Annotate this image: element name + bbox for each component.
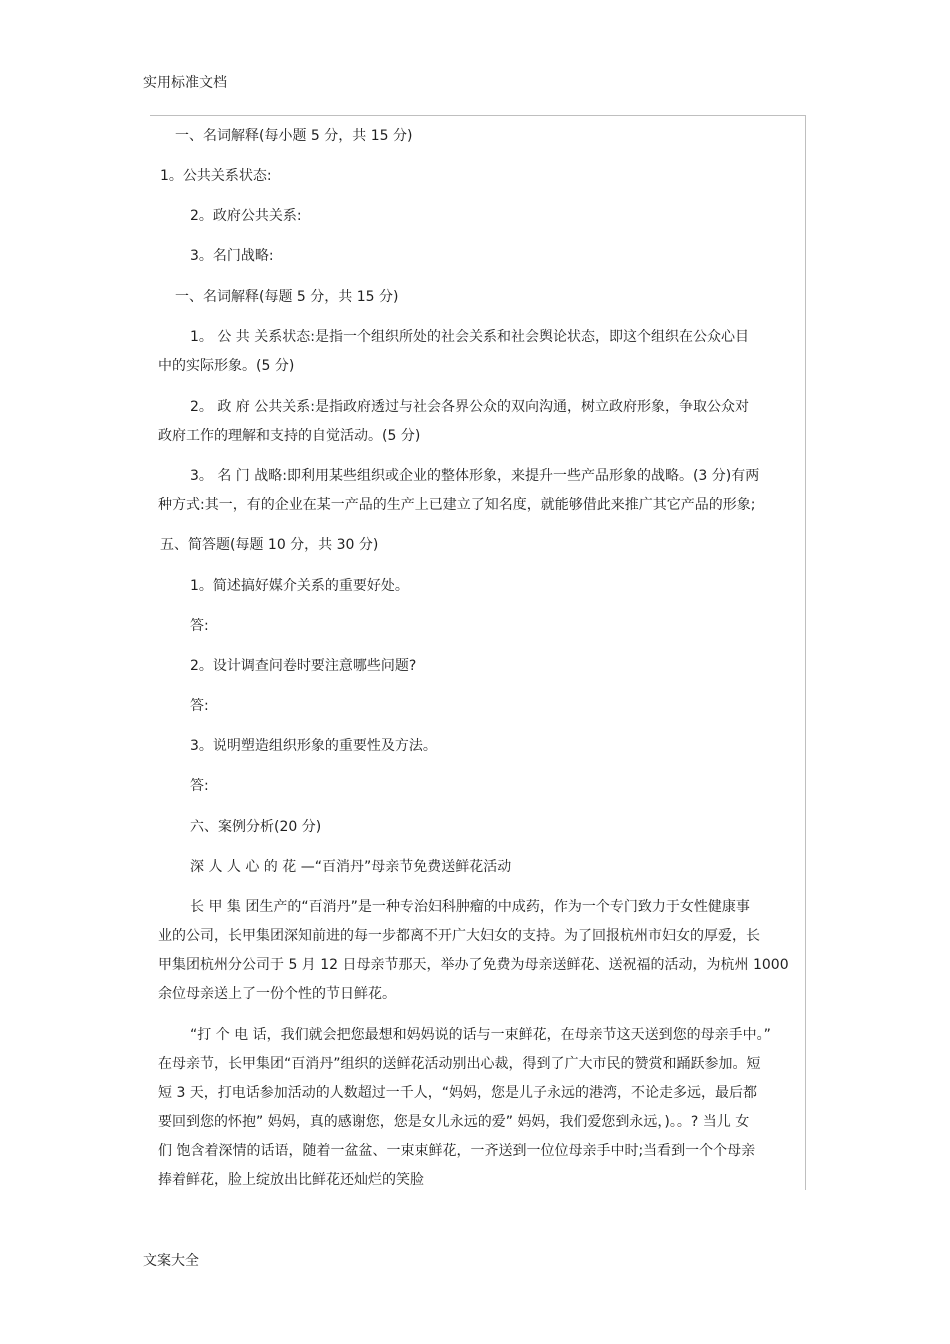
question-item: 1。简述搞好媒介关系的重要好处。: [190, 578, 409, 594]
question-item: 2。设计调查问卷时要注意哪些问题?: [190, 658, 417, 674]
question-item: 1。公共关系状态:: [160, 168, 272, 184]
case-paragraph: 捧着鲜花，脸上绽放出比鲜花还灿烂的笑脸: [158, 1172, 424, 1188]
case-title: 深 人 人 心 的 花 —“百消丹”母亲节免费送鲜花活动: [190, 859, 512, 875]
answer-text: 3。 名 门 战略:即利用某些组织或企业的整体形象，来提升一些产品形象的战略。(3 分)有两: [190, 468, 760, 484]
case-paragraph: 甲集团杭州分公司于 5 月 12 日母亲节那天，举办了免费为母亲送鲜花、送祝福的活动，为杭州 1000: [158, 957, 789, 973]
page-footer: 文案大全: [143, 1253, 199, 1269]
case-paragraph: 长 甲 集 团生产的“百消丹”是一种专治妇科肿瘤的中成药，作为一个专门致力于女性健康事: [190, 899, 750, 915]
answer-text: 政府工作的理解和支持的自觉活动。(5 分): [158, 428, 421, 444]
answer-label: 答:: [190, 618, 209, 634]
case-paragraph: 余位母亲送上了一份个性的节日鲜花。: [158, 986, 396, 1002]
answer-label: 答:: [190, 698, 209, 714]
section-heading: 一、名词解释(每题 5 分，共 15 分): [175, 289, 399, 305]
question-item: 3。名门战略:: [190, 248, 274, 264]
case-paragraph: 在母亲节，长甲集团“百消丹”组织的送鲜花活动别出心裁，得到了广大市民的赞赏和踊跃参加。短: [158, 1056, 761, 1072]
case-paragraph: 们 饱含着深情的话语，随着一盆盆、一束束鲜花，一齐送到一位位母亲手中时;当看到一个个母亲: [158, 1143, 756, 1159]
case-paragraph: 短 3 天，打电话参加活动的人数超过一千人，“妈妈，您是儿子永远的港湾，不论走多远，最后都: [158, 1085, 758, 1101]
case-paragraph: 业的公司，长甲集团深知前进的每一步都离不开广大妇女的支持。为了回报杭州市妇女的厚爱，长: [158, 928, 760, 944]
section-heading: 五、简答题(每题 10 分，共 30 分): [160, 537, 379, 553]
case-paragraph: 要回到您的怀抱” 妈妈，真的感谢您，您是女儿永远的爱” 妈妈，我们爱您到永远，)。。? 当儿 女: [158, 1114, 750, 1130]
answer-text: 种方式:其一，有的企业在某一产品的生产上已建立了知名度，就能够借此来推广其它产品的形象;: [158, 497, 756, 513]
section-heading: 一、名词解释(每小题 5 分，共 15 分): [175, 128, 413, 144]
page-header: 实用标准文档: [143, 75, 227, 91]
section-heading: 六、案例分析(20 分): [190, 819, 322, 835]
answer-text: 2。 政 府 公共关系:是指政府透过与社会各界公众的双向沟通，树立政府形象，争取公众对: [190, 399, 749, 415]
case-paragraph: “打 个 电 话，我们就会把您最想和妈妈说的话与一束鲜花，在母亲节这天送到您的母亲手中。”: [190, 1027, 771, 1043]
question-item: 2。政府公共关系:: [190, 208, 302, 224]
answer-label: 答:: [190, 778, 209, 794]
question-item: 3。说明塑造组织形象的重要性及方法。: [190, 738, 437, 754]
answer-text: 1。 公 共 关系状态:是指一个组织所处的社会关系和社会舆论状态，即这个组织在公众心目: [190, 329, 749, 345]
answer-text: 中的实际形象。(5 分): [158, 358, 295, 374]
